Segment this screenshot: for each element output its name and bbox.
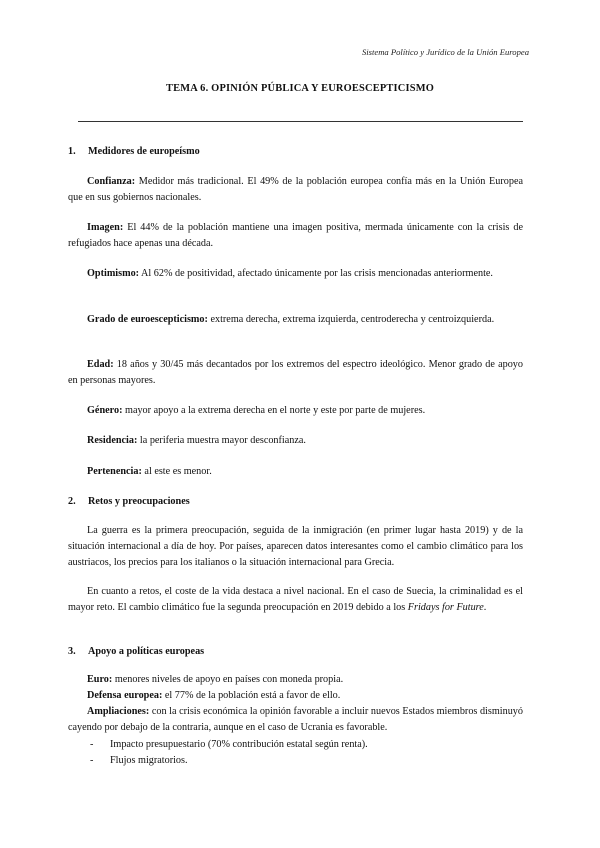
paragraph-imagen: Imagen: El 44% de la población mantiene una imagen positiva, mermada únicamente con la crisis de refugiados hace apenas una década. [68,222,523,250]
list-item: - Impacto presupuestario (70% contribución estatal según renta). [90,739,368,750]
paragraph-grado: Grado de euroescepticismo: extrema derecha, extrema izquierda, centroderecha y centroizquierda. [87,314,495,325]
paragraph-retos-1: La guerra es la primera preocupación, seguida de la inmigración (en primer lugar hasta 2019) y de la situación internacional a día de hoy. Por países, aparecen datos interesantes como el cambio climático para los austriacos, los precios para los italianos o la situación internacional para Grecia. [68,525,523,569]
paragraph-genero: Género: mayor apoyo a la extrema derecha en el norte y este por parte de mujeres. [87,405,426,416]
title-divider [78,121,523,122]
paragraph-confianza: Confianza: Medidor más tradicional. El 49% de la población europea confía más en la Unión Europea que en sus gobiernos nacionales. [68,176,523,204]
paragraph-defensa: Defensa europea: el 77% de la población está a favor de ello. [87,690,341,701]
running-header: Sistema Político y Jurídico de la Unión Europea [362,47,529,57]
paragraph-edad: Edad: 18 años y 30/45 más decantados por los extremos del espectro ideológico. Menor grado de apoyo en personas mayores. [68,359,523,387]
page-title: TEMA 6. OPINIÓN PÚBLICA Y EUROESCEPTICISMO [165,83,434,94]
paragraph-optimismo: Optimismo: Al 62% de positividad, afectado únicamente por las crisis mencionadas anteriormente. [87,268,493,279]
section-heading-3: 3. Apoyo a políticas europeas [68,646,205,657]
section-heading-1: 1. Medidores de europeísmo [68,146,200,157]
paragraph-residencia: Residencia: la periferia muestra mayor desconfianza. [87,435,306,446]
list-item: - Flujos migratorios. [90,755,188,766]
paragraph-pertenencia: Pertenencia: al este es menor. [87,466,212,477]
paragraph-ampliaciones: Ampliaciones: con la crisis económica la opinión favorable a incluir nuevos Estados miembros disminuyó cayendo por debajo de la contraria, aunque en el caso de Ucrania es favorable. [68,706,523,734]
paragraph-retos-2: En cuanto a retos, el coste de la vida destaca a nivel nacional. En el caso de Suecia, la criminalidad es el mayor reto. El cambio climático fue la segunda preocupación en 2019 debido a los Fridays for Future. [68,586,523,614]
paragraph-euro: Euro: menores niveles de apoyo en países con moneda propia. [87,674,344,685]
section-heading-2: 2. Retos y preocupaciones [68,496,190,507]
